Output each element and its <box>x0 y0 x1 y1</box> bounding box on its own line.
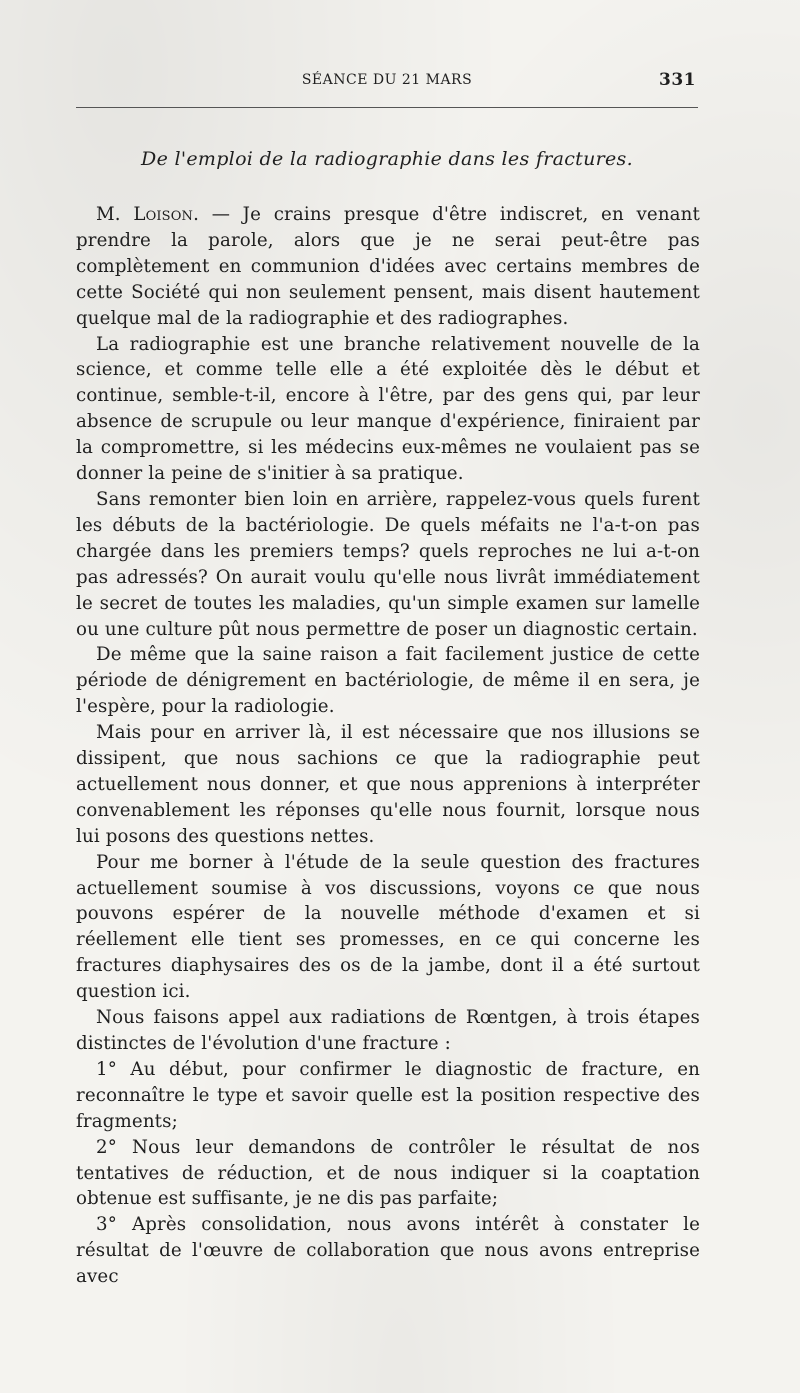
running-header <box>76 68 698 98</box>
list-item: 2° Nous leur demandons de contrôler le résultat de nos tentatives de réduction, et de nous indiquer si la coaptation obtenue est suffisante, je ne dis pas parfaite; <box>76 1136 700 1210</box>
paragraph: De même que la saine raison a fait facilement justice de cette période de dénigrement en bactériologie, de même il en sera, je l'espère, pour la radiologie. <box>76 644 700 718</box>
list-item: 1° Au début, pour confirmer le diagnostic de fracture, en reconnaître le type et savoir quelle est la position respective des fragments; <box>76 1058 700 1132</box>
paragraph-text: — Je crains presque d'être indiscret, en venant prendre la parole, alors que je ne serai peut-être pas complètement en communion d'idées avec certains membres de cette Société qui non seulement pensent, mais disent hautement quelque mal de la radiographie et des radiographes. <box>76 204 701 329</box>
page-number: 331 <box>659 70 696 90</box>
paragraph: Nous faisons appel aux radiations de Rœntgen, à trois étapes distinctes de l'évolution d'une fracture : <box>76 1007 700 1054</box>
paragraph <box>76 202 700 332</box>
speaker-name: M. Loison. <box>96 204 200 225</box>
paragraph: Sans remonter bien loin en arrière, rappelez-vous quels furent les débuts de la bactériologie. De quels méfaits ne l'a-t-on pas chargée dans les premiers temps? quels reproches ne lui a-t-on pas adressés? On aurait voulu qu'elle nous livrât immédiatement le secret de toutes les maladies, qu'un simple examen sur lamelle ou une culture pût nous permettre de poser un diagnostic certain. <box>76 488 700 640</box>
header-rule <box>76 107 698 108</box>
paragraph: Mais pour en arriver là, il est nécessaire que nos illusions se dissipent, que nous sachions ce que la radiographie peut actuellement nous donner, et que nous apprenions à interpréter convenablement les réponses qu'elle nous fournit, lorsque nous lui posons des questions nettes. <box>76 722 700 847</box>
paragraph: La radiographie est une branche relativement nouvelle de la science, et comme telle elle a été exploitée dès le début et continue, semble-t-il, encore à l'être, par des gens qui, par leur absence de scrupule ou leur manque d'expérience, finiraient par la compromettre, si les médecins eux-mêmes ne voulaient pas se donner la peine de s'initier à sa pratique. <box>76 333 700 485</box>
header-title: SÉANCE DU 21 MARS <box>301 72 473 88</box>
paragraph: Pour me borner à l'étude de la seule question des fractures actuellement soumise à vos discussions, voyons ce que nous pouvons espérer de la nouvelle méthode d'examen et si réellement elle tient ses promesses, en ce qui concerne les fractures diaphysaires des os de la jambe, dont il a été surtout question ici. <box>76 851 700 1003</box>
article-body <box>76 202 700 1290</box>
section-title: De l'emploi de la radiographie dans les fractures. <box>141 148 633 170</box>
list-item: 3° Après consolidation, nous avons intérêt à constater le résultat de l'œuvre de collaboration que nous avons entreprise avec <box>76 1214 700 1288</box>
